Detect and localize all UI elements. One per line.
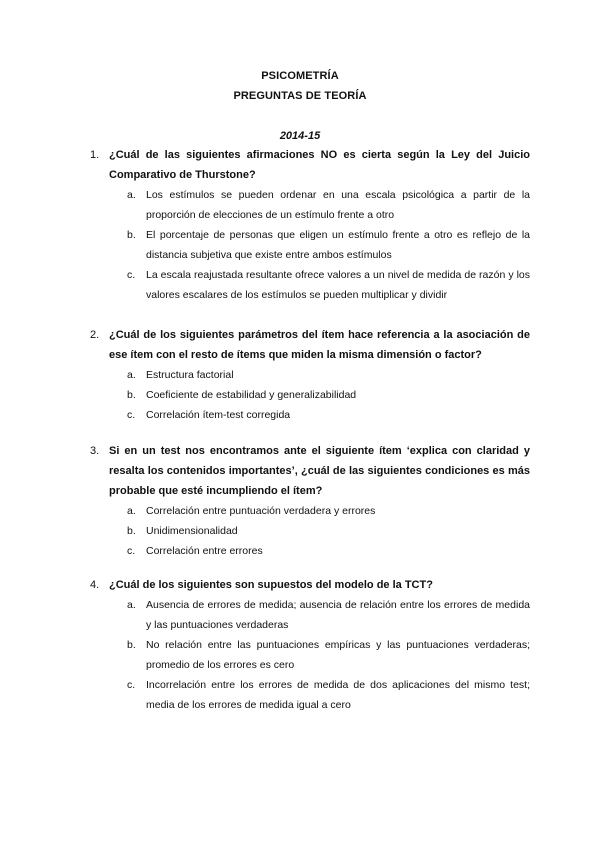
question-number: 1.	[90, 149, 100, 161]
option-item	[108, 365, 530, 385]
option-letter: b.	[127, 389, 136, 401]
question-number: 3.	[90, 445, 100, 457]
academic-year: 2014-15	[279, 130, 321, 142]
option-text: Ausencia de errores de medida; ausencia de relación entre los errores de medida y las puntuaciones verdaderas	[146, 599, 530, 631]
option-text: Correlación entre puntuación verdadera y errores	[146, 505, 376, 517]
option-text: Correlación ítem-test corregida	[146, 409, 291, 421]
question-2	[90, 325, 530, 425]
question-text: ¿Cuál de los siguientes son supuestos del modelo de la TCT?	[109, 579, 433, 591]
option-text: Los estímulos se pueden ordenar en una escala psicológica a partir de la proporción de elecciones de un estímulo frente a otro	[146, 189, 530, 221]
option-list	[108, 595, 530, 715]
option-item	[108, 225, 530, 265]
question-3	[90, 441, 530, 561]
document-title: PSICOMETRÍA	[261, 70, 339, 82]
option-letter: a.	[127, 189, 136, 201]
question-4	[90, 575, 530, 715]
option-letter: a.	[127, 505, 136, 517]
option-item	[108, 675, 530, 715]
option-item	[108, 501, 530, 521]
question-text: Si en un test nos encontramos ante el siguiente ítem ‘explica con claridad y resalta los contenidos importantes’, ¿cuál de las siguientes condiciones es más probable que esté incumpliendo el ítem?	[109, 445, 530, 497]
option-letter: c.	[127, 545, 136, 557]
option-letter: a.	[127, 369, 136, 381]
question-1	[90, 145, 530, 305]
option-list	[108, 185, 530, 305]
option-item	[108, 595, 530, 635]
option-letter: b.	[127, 229, 136, 241]
option-letter: c.	[127, 269, 136, 281]
question-text: ¿Cuál de los siguientes parámetros del ítem hace referencia a la asociación de ese ítem con el resto de ítems que miden la misma dimensión o factor?	[109, 329, 530, 361]
option-item	[108, 521, 530, 541]
option-list	[108, 501, 530, 561]
option-text: Correlación entre errores	[146, 545, 263, 557]
option-letter: b.	[127, 639, 136, 651]
document-subtitle: PREGUNTAS DE TEORÍA	[233, 90, 367, 102]
option-text: El porcentaje de personas que eligen un estímulo frente a otro es reflejo de la distancia subjetiva que existe entre ambos estímulos	[146, 229, 530, 261]
option-item	[108, 635, 530, 675]
option-letter: c.	[127, 409, 136, 421]
option-text: Estructura factorial	[146, 369, 234, 381]
question-text: ¿Cuál de las siguientes afirmaciones NO es cierta según la Ley del Juicio Comparativo de Thurstone?	[109, 149, 530, 181]
option-item	[108, 385, 530, 405]
question-number: 4.	[90, 579, 100, 591]
option-item	[108, 185, 530, 225]
option-item	[108, 541, 530, 561]
option-text: Incorrelación entre los errores de medida de dos aplicaciones del mismo test; media de los errores de medida igual a cero	[146, 679, 530, 711]
question-number: 2.	[90, 329, 100, 341]
option-letter: b.	[127, 525, 136, 537]
option-letter: a.	[127, 599, 136, 611]
option-item	[108, 405, 530, 425]
option-list	[108, 365, 530, 425]
option-text: La escala reajustada resultante ofrece valores a un nivel de medida de razón y los valores escalares de los estímulos se pueden multiplicar y dividir	[146, 269, 530, 301]
option-text: Unidimensionalidad	[146, 525, 238, 537]
option-text: No relación entre las puntuaciones empíricas y las puntuaciones verdaderas; promedio de los errores es cero	[146, 639, 530, 671]
option-letter: c.	[127, 679, 136, 691]
option-item	[108, 265, 530, 305]
option-text: Coeficiente de estabilidad y generalizabilidad	[146, 389, 357, 401]
